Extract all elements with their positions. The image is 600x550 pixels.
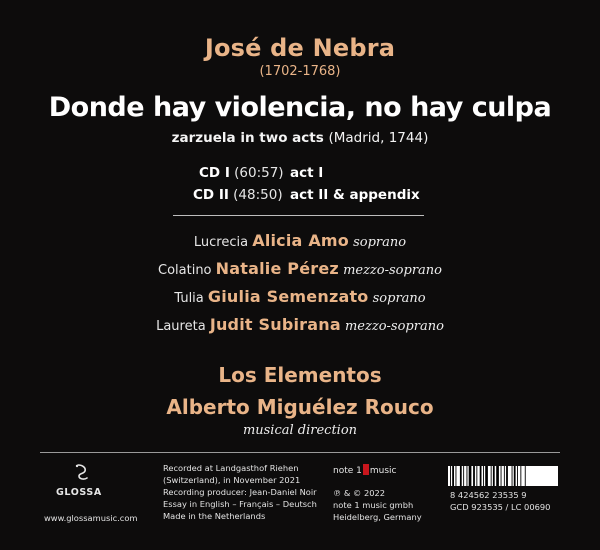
cast-row xyxy=(0,287,600,306)
recording-line: (Switzerland), in November 2021 xyxy=(163,475,301,485)
label-line: ℗ & © 2022 xyxy=(333,488,386,498)
cast-voice: soprano xyxy=(372,291,426,306)
cast-voice: mezzo-soprano xyxy=(344,319,444,334)
recording-line: Essay in English – Français – Deutsch xyxy=(163,499,317,509)
barcode-info xyxy=(450,489,560,513)
label-line: note 1 music gmbh xyxy=(333,500,414,510)
cast-singer: Alicia Amo xyxy=(252,231,349,250)
work-subtitle xyxy=(0,130,600,146)
website-link[interactable]: www.glossamusic.com xyxy=(44,513,138,523)
barcode-number: 8 424562 23535 9 xyxy=(450,490,527,500)
recording-info xyxy=(163,462,343,522)
cd2-number: CD II xyxy=(193,187,229,203)
cd1-duration: (60:57) xyxy=(234,165,284,181)
label-info xyxy=(333,487,422,523)
direction-label: musical direction xyxy=(242,423,358,438)
note1-logo-left: note 1 xyxy=(333,466,362,476)
cast-row xyxy=(0,259,600,278)
composer-name: José de Nebra xyxy=(204,34,396,62)
cd1-label xyxy=(199,165,284,181)
barcode-icon xyxy=(448,466,558,486)
cd1-number: CD I xyxy=(199,165,230,181)
cd2-label xyxy=(193,187,283,203)
glossa-logo-text: GLOSSA xyxy=(56,487,102,498)
subtitle-premiere: (Madrid, 1744) xyxy=(328,130,429,146)
cast-row xyxy=(0,315,600,334)
note1-mark-icon xyxy=(363,464,369,475)
ensemble-name: Los Elementos xyxy=(218,363,382,387)
recording-line: Recording producer: Jean-Daniel Noir xyxy=(163,487,317,497)
glossa-logo-icon xyxy=(72,462,92,482)
cd2-duration: (48:50) xyxy=(233,187,283,203)
subtitle-genre: zarzuela in two acts xyxy=(171,130,324,146)
note1-logo-right: music xyxy=(369,466,397,476)
recording-line: Made in the Netherlands xyxy=(163,511,266,521)
catalog-number: GCD 923535 / LC 00690 xyxy=(450,502,551,512)
cast-singer: Giulia Semenzato xyxy=(207,287,369,306)
cast-role: Lucrecia xyxy=(193,235,249,250)
cd1-content: act I xyxy=(290,165,324,181)
cast-voice: mezzo-soprano xyxy=(343,263,442,278)
cast-role: Tulia xyxy=(174,291,204,306)
note1-logo xyxy=(333,464,396,476)
divider-top xyxy=(173,215,424,216)
cd2-content: act II & appendix xyxy=(290,187,420,203)
cast-singer: Judit Subirana xyxy=(209,315,341,334)
cast-row xyxy=(0,231,600,250)
label-line: Heidelberg, Germany xyxy=(333,512,422,522)
divider-bottom xyxy=(40,452,560,453)
cast-singer: Natalie Pérez xyxy=(215,259,339,278)
cast-role: Laureta xyxy=(156,319,206,334)
cast-role: Colatino xyxy=(158,263,212,278)
composer-dates: (1702-1768) xyxy=(259,64,341,79)
cast-voice: soprano xyxy=(353,235,407,250)
recording-line: Recorded at Landgasthof Riehen xyxy=(163,463,299,473)
director-name: Alberto Miguélez Rouco xyxy=(166,395,434,419)
work-title: Donde hay violencia, no hay culpa xyxy=(48,92,552,123)
